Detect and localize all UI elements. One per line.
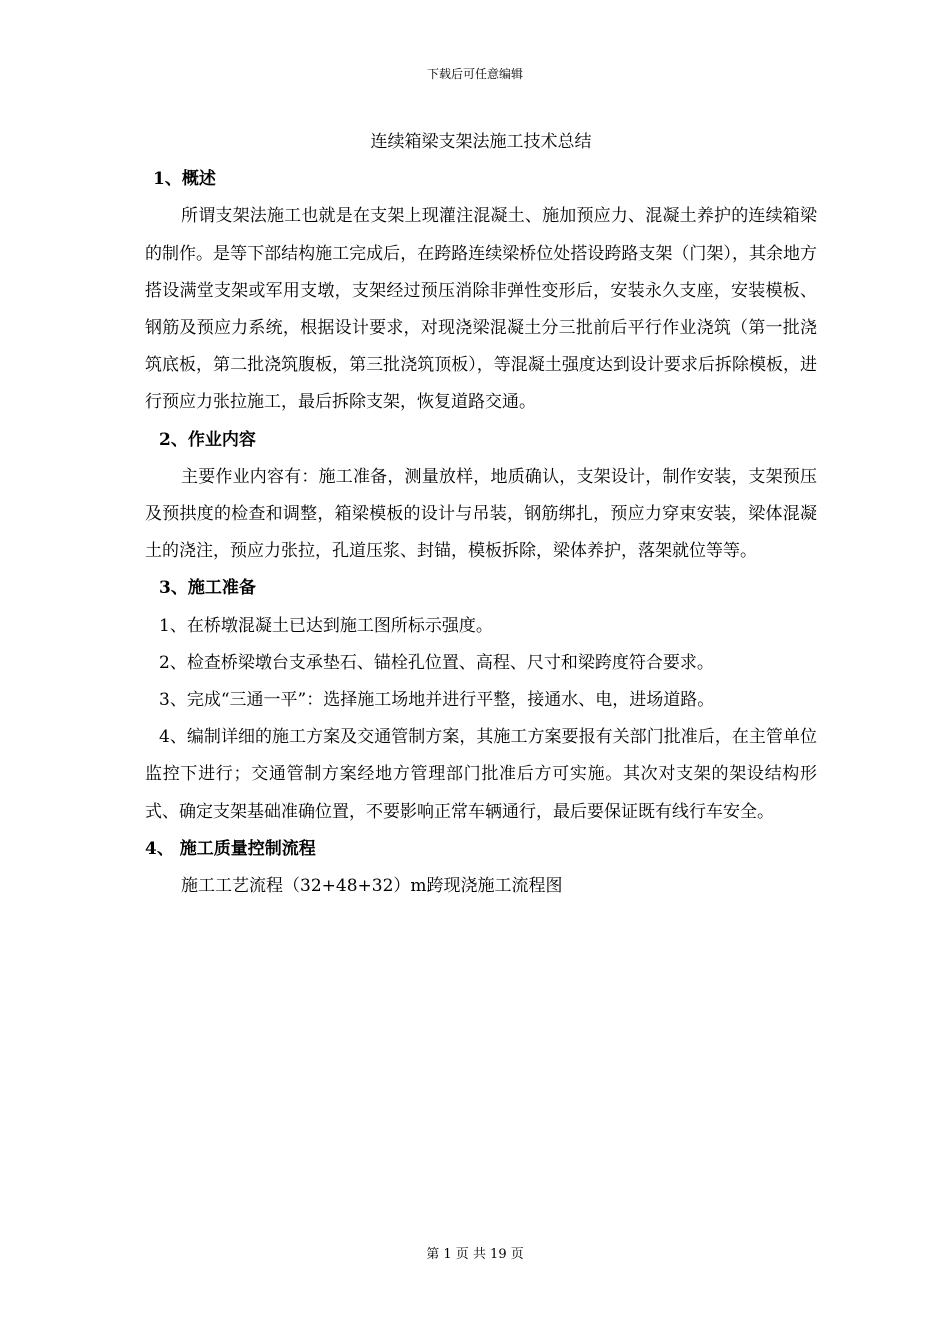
section-heading-quality-control: 4、 施工质量控制流程 [145,838,316,859]
section-heading-work-content: 2、作业内容 [159,429,256,450]
list-item: 2、检查桥梁墩台支承垫石、锚栓孔位置、高程、尺寸和梁跨度符合要求。 [159,652,714,673]
section-heading-overview: 1、概述 [153,169,216,190]
document-title: 连续箱梁支架法施工技术总结 [370,132,592,152]
section-paragraph-overview: 所谓支架法施工也就是在支架上现灌注混凝土、施加预应力、混凝土养护的连续箱梁的制作。是等下部结构施工完成后，在跨路连续梁桥位处搭设跨路支架（门架），其余地方搭设满堂支架或军用支墩，支架经过预压消除非弹性变形后，安装永久支座，安装模板、钢筋及预应力系统，根据设计要求，对现浇梁混凝土分三批前后平行作业浇筑（第一批浇筑底板，第二批浇筑腹板，第三批浇筑顶板），等混凝土强度达到设计要求后拆除模板，进行预应力张拉施工，最后拆除支架，恢复道路交通。 [145,206,817,413]
document-body [145,124,817,905]
page-footer: 第 1 页 共 19 页 [426,1247,524,1262]
list-item: 1、在桥墩混凝土已达到施工图所标示强度。 [159,615,493,636]
section-heading-preparation: 3、施工准备 [159,578,256,599]
page-header: 下载后可任意编辑 [426,67,523,81]
list-item: 4、编制详细的施工方案及交通管制方案，其施工方案要报有关部门批准后，在主管单位监控下进行；交通管制方案经地方管理部门批准后方可实施。其次对支架的架设结构形式、确定支架基础准确位置，不要影响正常车辆通行，最后要保证既有线行车安全。 [145,727,817,822]
list-item: 3、完成“三通一平”：选择施工场地并进行平整，接通水、电，进场道路。 [159,690,715,711]
section-paragraph-work-content: 主要作业内容有：施工准备，测量放样，地质确认，支架设计，制作安装，支架预压及预拱度的检查和调整，箱梁模板的设计与吊装，钢筋绑扎，预应力穿束安装，梁体混凝土的浇注，预应力张拉，孔道压浆、封锚，模板拆除，梁体养护，落架就位等等。 [145,466,817,562]
section-paragraph-quality-control: 施工工艺流程（32+48+32）m跨现浇施工流程图 [181,876,563,897]
